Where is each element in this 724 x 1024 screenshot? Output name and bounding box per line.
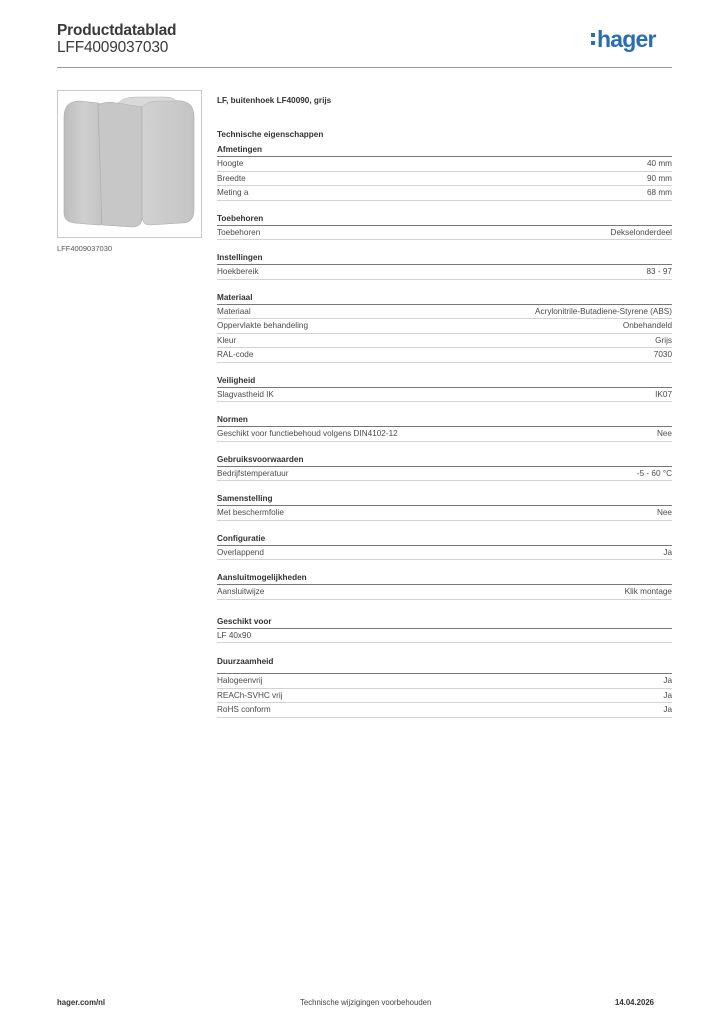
- section-title: Configuratie: [217, 534, 672, 546]
- row-value: Klik montage: [624, 587, 672, 596]
- spec-section: [217, 214, 672, 241]
- section-title: Duurzaamheid: [217, 657, 672, 674]
- spec-row: [217, 348, 672, 363]
- properties-heading: Technische eigenschappen: [217, 130, 324, 139]
- section-title: Veiligheid: [217, 376, 672, 388]
- row-value: Dekselonderdeel: [610, 227, 672, 237]
- section-title: Afmetingen: [217, 145, 672, 157]
- footer-date: 14.04.2026: [615, 998, 655, 1007]
- row-value: Ja: [663, 690, 672, 700]
- row-value: 90 mm: [646, 173, 672, 183]
- logo-colon-icon: [591, 32, 595, 46]
- section-title: Toebehoren: [217, 214, 672, 226]
- footer-disclaimer: Technische wijzigingen voorbehouden: [300, 998, 432, 1007]
- product-image: [57, 90, 202, 238]
- product-photo-icon: [58, 91, 201, 237]
- product-code: LFF4009037030: [57, 39, 169, 56]
- row-value: Ja: [663, 676, 672, 685]
- image-caption: LFF4009037030: [57, 244, 113, 253]
- spec-section: [217, 494, 672, 521]
- spec-section: [217, 415, 672, 442]
- spec-row: [217, 305, 672, 320]
- row-label: Bedrijfstemperatuur: [217, 468, 289, 478]
- row-label: Slagvastheid IK: [217, 389, 274, 399]
- row-value: Grijs: [655, 335, 672, 345]
- row-value: Onbehandeld: [622, 321, 672, 330]
- row-label: Toebehoren: [217, 227, 261, 237]
- spec-section: [217, 573, 672, 600]
- row-label: RoHS conform: [217, 705, 271, 714]
- section-title: Aansluitmogelijkheden: [217, 573, 672, 585]
- row-value: 83 - 97: [646, 267, 672, 276]
- row-value: Ja: [663, 705, 672, 714]
- row-label: Materiaal: [217, 306, 251, 316]
- section-title: Geschikt voor: [217, 617, 672, 629]
- spec-row: [217, 629, 672, 644]
- row-label: Geschikt voor functiebehoud volgens DIN4102-12: [217, 429, 398, 438]
- hager-logo: [591, 28, 656, 51]
- section-title: Normen: [217, 415, 672, 427]
- row-label: Halogeenvrij: [217, 676, 263, 685]
- section-title: Instellingen: [217, 253, 672, 265]
- row-value: Acrylonitrile-Butadiene-Styrene (ABS): [535, 306, 672, 316]
- section-title: Gebruiksvoorwaarden: [217, 455, 672, 467]
- row-label: Oppervlakte behandeling: [217, 321, 309, 330]
- row-label: RAL-code: [217, 350, 254, 359]
- spec-row: [217, 265, 672, 280]
- row-value: -5 - 60 °C: [636, 468, 672, 478]
- spec-row: [217, 172, 672, 187]
- spec-content: [217, 96, 672, 718]
- spec-row: [217, 585, 672, 600]
- section-spacer: [217, 600, 672, 617]
- spec-row: [217, 157, 672, 172]
- spec-section: [217, 145, 672, 201]
- row-label: Breedte: [217, 173, 246, 183]
- row-value: 68 mm: [646, 188, 672, 197]
- row-label: Overlappend: [217, 547, 264, 557]
- spec-row: [217, 388, 672, 403]
- spec-section: [217, 455, 672, 482]
- row-value: Ja: [663, 547, 672, 557]
- row-value: Nee: [656, 508, 672, 517]
- spec-section: [217, 293, 672, 363]
- section-title: Samenstelling: [217, 494, 672, 506]
- spec-row: [217, 334, 672, 349]
- row-label: Met beschermfolie: [217, 508, 284, 517]
- row-label: LF 40x90: [217, 630, 252, 640]
- logo-text: hager: [597, 26, 656, 52]
- section-sustainability: [217, 657, 672, 718]
- row-label: Aansluitwijze: [217, 587, 265, 596]
- spec-row: [217, 186, 672, 201]
- section-suitable-for: [217, 617, 672, 644]
- row-label: Meting a: [217, 188, 249, 197]
- row-label: Hoekbereik: [217, 267, 259, 276]
- row-value: Nee: [656, 429, 672, 438]
- spec-sections: [217, 145, 672, 600]
- spec-row: [217, 674, 672, 689]
- spec-row: [217, 319, 672, 334]
- row-value: 7030: [653, 350, 672, 359]
- spec-section: [217, 253, 672, 280]
- header-divider: [57, 67, 672, 68]
- row-label: REACh-SVHC vrij: [217, 690, 283, 700]
- spec-row: [217, 506, 672, 521]
- row-label: Hoogte: [217, 159, 244, 168]
- page-title: Productdatablad: [57, 22, 177, 39]
- section-title: Materiaal: [217, 293, 672, 305]
- spec-section: [217, 534, 672, 561]
- row-value: IK07: [655, 389, 672, 399]
- row-value: 40 mm: [646, 159, 672, 168]
- spec-row: [217, 546, 672, 561]
- spec-row: [217, 226, 672, 241]
- spec-section: [217, 376, 672, 403]
- spec-row: [217, 689, 672, 704]
- row-label: Kleur: [217, 335, 237, 345]
- product-name: LF, buitenhoek LF40090, grijs: [217, 96, 332, 105]
- spec-row: [217, 467, 672, 482]
- spec-row: [217, 427, 672, 442]
- spec-row: [217, 703, 672, 718]
- footer-website-link[interactable]: hager.com/nl: [57, 998, 106, 1007]
